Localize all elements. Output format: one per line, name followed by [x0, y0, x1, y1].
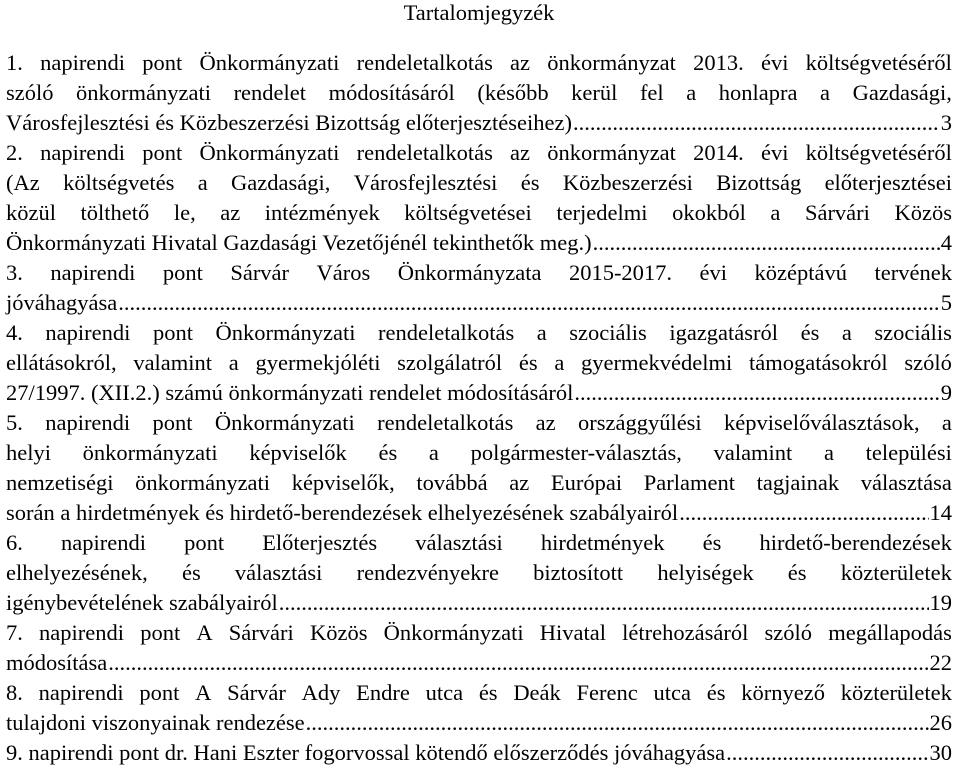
word: Sárvári: [228, 620, 294, 645]
word: Gazdasági,: [231, 170, 331, 195]
word: önkormányzat: [547, 50, 676, 75]
toc-list: [6, 48, 952, 768]
toc-entry-last-line: [6, 288, 952, 318]
toc-page-number[interactable]: 26: [929, 710, 952, 735]
word: közül: [6, 200, 56, 225]
word: Városfejlesztési: [353, 170, 498, 195]
toc-entry-line: [6, 348, 952, 378]
word: Ady: [301, 680, 341, 705]
word: polgármester-választás,: [470, 440, 682, 465]
dot-leader: [573, 108, 940, 138]
toc-entry-text: Önkormányzati Hivatal Gazdasági Vezetőjénél tekinthetők meg.): [6, 230, 592, 255]
word: okokból: [672, 200, 746, 225]
word: tölthető: [80, 200, 150, 225]
word: Ferenc: [576, 680, 638, 705]
word: a: [536, 320, 547, 345]
toc-entry-text: jóváhagyása: [6, 290, 118, 315]
toc-page-number[interactable]: 19: [929, 590, 952, 615]
toc-page-number[interactable]: 3: [940, 110, 952, 135]
word: Európai: [550, 470, 623, 495]
word: valamint: [713, 440, 793, 465]
word: nemzetiségi: [6, 470, 114, 495]
word: igazgatásról: [669, 320, 779, 345]
word: napirendi: [60, 530, 146, 555]
word: 2014.: [693, 140, 744, 165]
word: honlapra: [718, 80, 798, 105]
word: a: [428, 440, 439, 465]
toc-entry-line: [6, 48, 952, 78]
word: önkormányzati: [76, 80, 212, 105]
toc-page-number[interactable]: 9: [940, 380, 952, 405]
word: a: [197, 170, 208, 195]
word: Sárvári: [804, 200, 870, 225]
word: 7.: [6, 620, 23, 645]
word: Bizottság: [716, 170, 802, 195]
word: évi: [760, 50, 789, 75]
word: 2.: [6, 140, 23, 165]
toc-entry-text: 9. napirendi pont dr. Hani Eszter fogorvossal kötendő előszerződés jóváhagyása: [6, 740, 726, 765]
word: megállapodás: [828, 620, 952, 645]
dot-leader: [593, 228, 940, 258]
word: szóló: [6, 80, 54, 105]
toc-entry-line: [6, 258, 952, 288]
toc-entry-text: módosítása: [6, 650, 108, 675]
toc-entry-last-line: [6, 228, 952, 258]
word: a: [841, 320, 852, 345]
word: Önkormányzati: [214, 410, 355, 435]
toc-entry-last-line: [6, 588, 952, 618]
word: gyermekjóléti: [255, 350, 381, 375]
word: a: [941, 410, 952, 435]
word: Közös: [894, 200, 952, 225]
word: utca: [653, 680, 691, 705]
word: évi: [760, 140, 789, 165]
word: 2015-2017.: [568, 260, 673, 285]
toc-entry-text: 27/1997. (XII.2.) számú önkormányzati rendelet módosításáról: [6, 380, 574, 405]
word: A: [195, 680, 212, 705]
word: önkormányzat: [547, 140, 676, 165]
word: napirendi: [45, 410, 131, 435]
word: és: [800, 320, 820, 345]
word: pont: [142, 140, 183, 165]
toc-entry[interactable]: [6, 618, 952, 678]
word: Közös: [309, 620, 368, 645]
word: előterjesztései: [824, 170, 952, 195]
dot-leader: [574, 378, 939, 408]
word: és: [520, 170, 540, 195]
word: szóló: [764, 620, 813, 645]
word: rendeletalkotás: [378, 320, 515, 345]
word: Önkormányzati: [199, 50, 340, 75]
word: rendeletalkotás: [356, 140, 493, 165]
toc-entry-line: [6, 168, 952, 198]
dot-leader: [726, 738, 928, 768]
word: Gazdasági,: [852, 80, 952, 105]
word: továbbá: [416, 470, 488, 495]
word: Önkormányzati: [383, 620, 524, 645]
toc-entry-text: igénybevételének szabályairól: [6, 590, 278, 615]
toc-entry-last-line: [6, 708, 952, 738]
word: pont: [142, 50, 183, 75]
word: Hivatal: [539, 620, 606, 645]
toc-page-number[interactable]: 5: [940, 290, 952, 315]
word: napirendi: [39, 620, 125, 645]
word: rendeletalkotás: [356, 50, 493, 75]
toc-entry-line: [6, 78, 952, 108]
word: napirendi: [40, 50, 126, 75]
word: pont: [152, 410, 193, 435]
toc-entry-line: [6, 318, 952, 348]
word: a: [770, 200, 781, 225]
word: települési: [865, 440, 952, 465]
word: az: [535, 410, 556, 435]
word: a: [228, 350, 239, 375]
toc-entry-text: Városfejlesztési és Közbeszerzési Bizottság előterjesztéseihez): [6, 110, 572, 135]
word: 6.: [6, 530, 23, 555]
word: terjedelmi: [556, 200, 648, 225]
word: napirendi: [50, 260, 136, 285]
word: 1.: [6, 50, 23, 75]
word: és: [518, 350, 538, 375]
toc-entry-last-line: [6, 738, 952, 768]
toc-entry-line: [6, 138, 952, 168]
word: pont: [162, 260, 203, 285]
toc-entry-line: [6, 558, 952, 588]
word: és: [702, 530, 722, 555]
word: fel: [639, 80, 664, 105]
word: biztosított: [533, 560, 624, 585]
toc-entry[interactable]: [6, 678, 952, 738]
toc-entry[interactable]: [6, 258, 952, 318]
word: évi: [699, 260, 728, 285]
word: és: [706, 680, 726, 705]
toc-page-number[interactable]: 22: [929, 650, 952, 675]
word: és: [478, 680, 498, 705]
toc-entry-line: [6, 528, 952, 558]
word: A: [196, 620, 213, 645]
word: Deák: [513, 680, 561, 705]
word: rendeletalkotás: [377, 410, 514, 435]
word: pont: [140, 620, 181, 645]
word: választási: [415, 530, 503, 555]
word: és: [181, 560, 201, 585]
toc-entry-last-line: [6, 378, 952, 408]
word: ellátásokról,: [6, 350, 117, 375]
word: a: [820, 80, 831, 105]
word: napirendi: [40, 140, 126, 165]
word: az: [220, 200, 241, 225]
word: a: [686, 80, 697, 105]
word: tagjainak: [756, 470, 840, 495]
toc-entry-line: [6, 408, 952, 438]
word: intézmények: [264, 200, 380, 225]
word: módosításáról: [328, 80, 455, 105]
word: hirdetmények: [540, 530, 665, 555]
word: választása: [860, 470, 952, 495]
word: 8.: [6, 680, 23, 705]
word: helyiségek: [657, 560, 754, 585]
word: pont: [139, 680, 180, 705]
word: 4.: [6, 320, 23, 345]
word: le,: [173, 200, 196, 225]
toc-entry[interactable]: [6, 48, 952, 138]
word: szolgálatról: [397, 350, 503, 375]
word: Önkormányzati: [199, 140, 340, 165]
word: 5.: [6, 410, 23, 435]
word: utca: [425, 680, 464, 705]
word: szóló: [904, 350, 952, 375]
word: Parlament: [643, 470, 735, 495]
toc-entry-text: során a hirdetmények és hirdető-berendezések elhelyezésének szabályairól: [6, 500, 679, 525]
word: költségvetéséről: [805, 50, 952, 75]
word: önkormányzati: [82, 440, 218, 465]
toc-entry-line: [6, 468, 952, 498]
word: költségvetései: [404, 200, 532, 225]
toc-entry[interactable]: [6, 738, 952, 768]
dot-leader: [279, 588, 929, 618]
word: (később: [477, 80, 549, 105]
toc-entry-line: [6, 678, 952, 708]
word: közterületek: [840, 680, 952, 705]
dot-leader: [306, 708, 929, 738]
word: létrehozásáról: [622, 620, 749, 645]
word: Önkormányzati: [215, 320, 356, 345]
dot-leader: [118, 288, 940, 318]
word: az: [509, 470, 530, 495]
word: Önkormányzata: [397, 260, 542, 285]
word: szociális: [874, 320, 952, 345]
word: kerül: [571, 80, 618, 105]
word: tervének: [874, 260, 952, 285]
word: napirendi: [38, 680, 124, 705]
dot-leader: [108, 648, 928, 678]
word: valamint: [133, 350, 213, 375]
word: országgyűlési: [577, 410, 702, 435]
toc-entry-line: [6, 198, 952, 228]
word: közterületek: [840, 560, 952, 585]
word: napirendi: [45, 320, 131, 345]
word: Város: [316, 260, 371, 285]
toc-entry-last-line: [6, 498, 952, 528]
toc-entry-last-line: [6, 108, 952, 138]
word: választási: [234, 560, 323, 585]
word: önkormányzati: [135, 470, 271, 495]
word: gyermekvédelmi: [581, 350, 733, 375]
toc-entry-last-line: [6, 648, 952, 678]
word: Sárvár: [227, 680, 286, 705]
word: rendelet: [233, 80, 307, 105]
toc-title: Tartalomjegyzék: [403, 0, 555, 25]
toc-page-number[interactable]: 30: [929, 740, 952, 765]
dot-leader: [679, 498, 928, 528]
toc-entry[interactable]: [6, 528, 952, 618]
word: (Az: [6, 170, 40, 195]
word: 2013.: [693, 50, 744, 75]
word: és: [378, 440, 398, 465]
word: Endre: [356, 680, 410, 705]
word: környező: [741, 680, 825, 705]
toc-entry-text: tulajdoni viszonyainak rendezése: [6, 710, 305, 735]
word: támogatásokról: [748, 350, 888, 375]
toc-entry[interactable]: [6, 408, 952, 528]
toc-entry[interactable]: [6, 318, 952, 408]
word: az: [510, 140, 531, 165]
word: költségvetéséről: [805, 140, 952, 165]
toc-page-number[interactable]: 4: [940, 230, 952, 255]
toc-entry-line: [6, 438, 952, 468]
word: a: [554, 350, 565, 375]
word: rendezvényekre: [356, 560, 499, 585]
word: képviselők,: [291, 470, 395, 495]
word: elhelyezésének,: [6, 560, 148, 585]
word: helyi: [6, 440, 51, 465]
word: pont: [152, 320, 193, 345]
word: középtávú: [754, 260, 847, 285]
word: Közbeszerzési: [562, 170, 693, 195]
word: Sárvár: [230, 260, 290, 285]
word: költségvetés: [63, 170, 175, 195]
word: szociális: [569, 320, 647, 345]
toc-page-number[interactable]: 14: [929, 500, 952, 525]
word: képviselőválasztások,: [724, 410, 920, 435]
word: Előterjesztés: [262, 530, 378, 555]
word: az: [510, 50, 531, 75]
word: hirdető-berendezések: [759, 530, 952, 555]
toc-entry-line: [6, 618, 952, 648]
word: képviselők: [249, 440, 347, 465]
word: pont: [184, 530, 225, 555]
word: és: [787, 560, 807, 585]
toc-entry[interactable]: [6, 138, 952, 258]
word: 3.: [6, 260, 23, 285]
word: a: [823, 440, 834, 465]
